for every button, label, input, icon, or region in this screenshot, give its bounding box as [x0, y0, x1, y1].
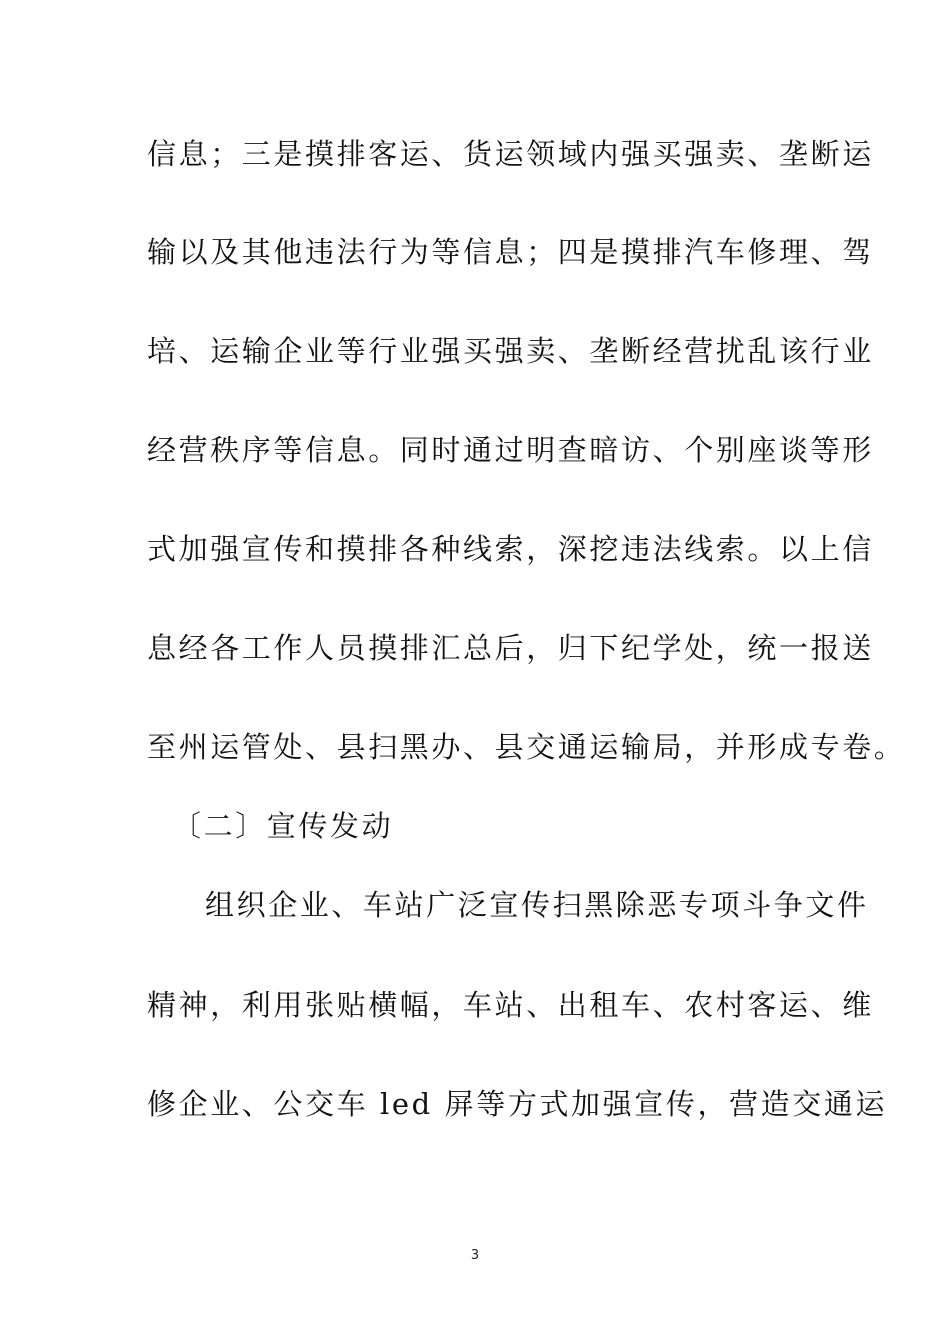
body-text-line: 经营秩序等信息。同时通过明查暗访、个别座谈等形: [147, 433, 874, 467]
body-text-line: 精神，利用张贴横幅，车站、出租车、农村客运、维: [147, 988, 874, 1022]
body-text-line: 至州运管处、县扫黑办、县交通运输局，并形成专卷。: [147, 730, 906, 764]
body-text-line: 输以及其他违法行为等信息；四是摸排汽车修理、驾: [147, 235, 874, 269]
body-text-line: 式加强宣传和摸排各种线索，深挖违法线索。以上信: [147, 532, 874, 566]
body-text-line: 修企业、公交车 led 屏等方式加强宣传，营造交通运: [147, 1087, 888, 1121]
page-number: 3: [470, 1248, 480, 1263]
body-text-line: 组织企业、车站广泛宣传扫黑除恶专项斗争文件: [205, 888, 869, 922]
body-text-line: 信息；三是摸排客运、货运领域内强买强卖、垄断运: [147, 137, 874, 171]
section-heading: 〔二〕宣传发动: [172, 809, 394, 843]
body-text-line: 培、运输企业等行业强买强卖、垄断经营扰乱该行业: [147, 334, 874, 368]
body-text-line: 息经各工作人员摸排汇总后，归下纪学处，统一报送: [147, 631, 874, 665]
